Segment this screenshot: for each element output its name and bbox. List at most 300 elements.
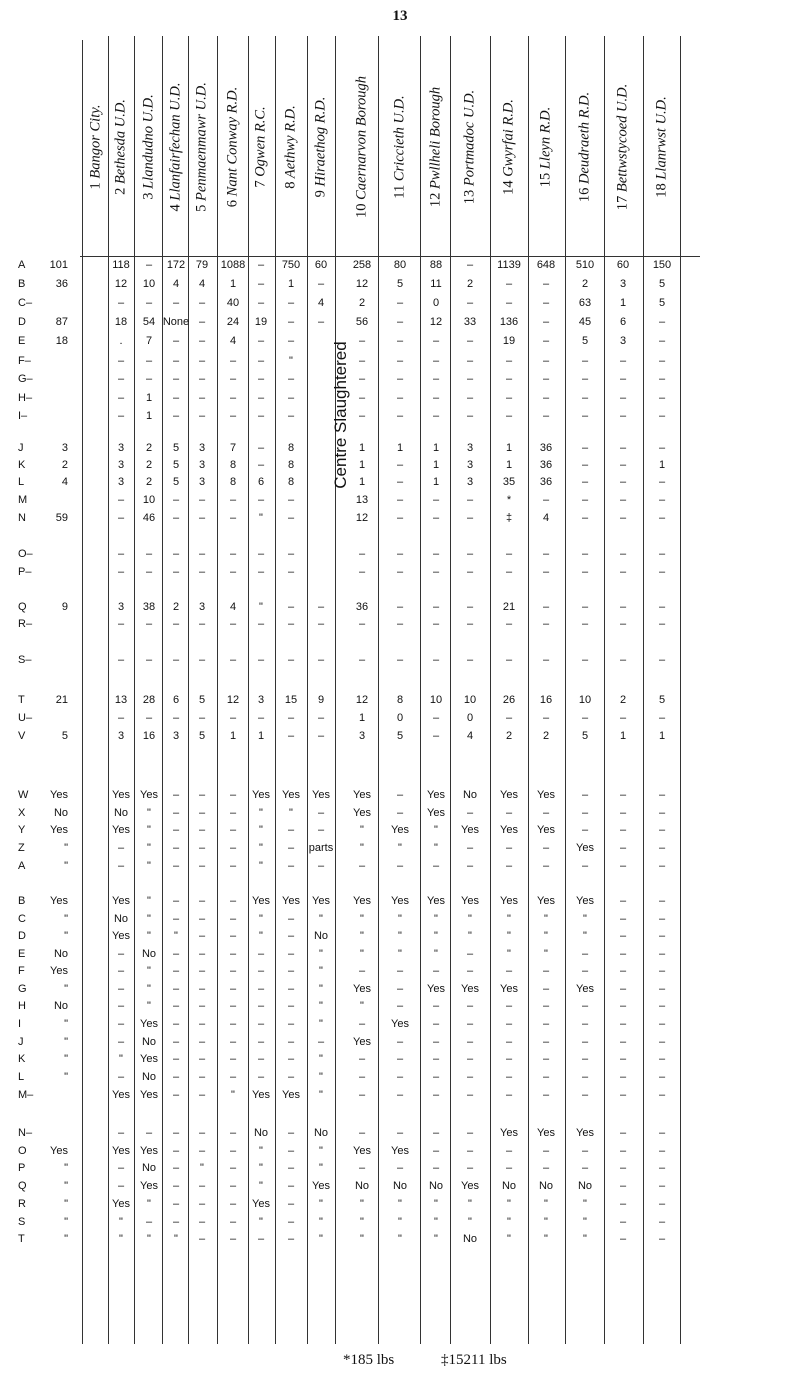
table-cell: – (658, 1018, 666, 1030)
table-cell: 1 (619, 297, 627, 309)
table-cell: " (434, 1233, 438, 1245)
table-cell: – (287, 566, 295, 578)
column-name: Hiraethog R.D. (312, 96, 329, 187)
table-cell: – (257, 983, 265, 995)
table-cell: – (287, 730, 295, 742)
table-cell: – (396, 459, 404, 471)
table-cell: – (505, 654, 513, 666)
table-cell: – (287, 512, 295, 524)
table-cell: 1 (505, 459, 513, 471)
table-cell: 3 (198, 459, 206, 471)
table-cell: – (619, 789, 627, 801)
row-bangor-value: " (64, 930, 68, 942)
table-cell: – (257, 548, 265, 560)
table-cell: – (172, 1127, 180, 1139)
table-cell: – (117, 618, 125, 630)
table-cell: 1 (358, 476, 366, 488)
table-cell: – (117, 1000, 125, 1012)
column-number: 4 (167, 204, 184, 212)
table-cell: Yes (391, 895, 409, 907)
table-cell: – (658, 824, 666, 836)
table-cell: – (117, 548, 125, 560)
table-cell: – (172, 1036, 180, 1048)
table-cell: " (434, 948, 438, 960)
table-cell: " (319, 1071, 323, 1083)
table-cell: 12 (114, 278, 128, 290)
table-cell: " (468, 1198, 472, 1210)
table-cell: 5 (172, 459, 180, 471)
column-name: Criccieth U.D. (391, 95, 408, 182)
table-cell: – (257, 948, 265, 960)
table-cell: – (198, 1089, 206, 1101)
table-cell: 16 (142, 730, 156, 742)
table-cell: – (466, 297, 474, 309)
table-cell: – (542, 1089, 550, 1101)
table-cell: – (542, 618, 550, 630)
table-cell: – (505, 807, 513, 819)
table-cell: – (466, 1145, 474, 1157)
table-cell: – (257, 373, 265, 385)
row-letter: X (18, 807, 26, 819)
table-cell: " (544, 1198, 548, 1210)
table-cell: – (229, 392, 237, 404)
table-cell: – (172, 566, 180, 578)
table-cell: – (358, 1071, 366, 1083)
table-cell: 12 (355, 694, 369, 706)
table-cell: – (619, 654, 627, 666)
column-number: 9 (312, 190, 329, 198)
table-cell: " (259, 930, 263, 942)
table-cell: – (172, 913, 180, 925)
table-cell: 2 (172, 601, 180, 613)
table-cell: " (147, 824, 151, 836)
table-cell: 54 (142, 316, 156, 328)
table-cell: – (317, 601, 325, 613)
table-cell: – (287, 392, 295, 404)
row-letter: D (18, 316, 26, 328)
table-cell: – (358, 355, 366, 367)
table-cell: – (658, 1071, 666, 1083)
column-header (613, 40, 633, 254)
table-cell: – (466, 392, 474, 404)
table-cell: – (172, 1000, 180, 1012)
column-header (390, 40, 410, 254)
table-cell: Yes (427, 895, 445, 907)
row-bangor-value: " (64, 1053, 68, 1065)
table-cell: 3 (466, 442, 474, 454)
table-cell: " (200, 1162, 204, 1174)
table-cell: 750 (281, 259, 301, 271)
table-cell: – (257, 1071, 265, 1083)
table-cell: Yes (112, 1198, 130, 1210)
table-cell: – (432, 965, 440, 977)
table-cell: No (113, 807, 129, 819)
table-cell: – (117, 654, 125, 666)
table-cell: – (145, 1127, 153, 1139)
column-number: 18 (653, 183, 670, 198)
table-cell: – (287, 824, 295, 836)
table-cell: Yes (112, 895, 130, 907)
table-cell: – (619, 1000, 627, 1012)
column-number: 12 (427, 192, 444, 208)
table-cell: – (658, 842, 666, 854)
table-cell: 5 (658, 297, 666, 309)
column-number: 11 (391, 184, 408, 199)
table-cell: 3 (358, 730, 366, 742)
table-cell: – (198, 842, 206, 854)
table-cell: No (253, 1127, 269, 1139)
table-cell: Yes (252, 789, 270, 801)
table-cell: Yes (140, 1145, 158, 1157)
table-cell: No (428, 1180, 444, 1192)
table-cell: – (619, 548, 627, 560)
column-name: Llandudno U.D. (140, 94, 157, 189)
table-cell: " (319, 1089, 323, 1101)
table-cell: 4 (198, 278, 206, 290)
row-letter: R– (18, 618, 33, 630)
table-cell: 10 (429, 694, 443, 706)
table-cell: " (468, 930, 472, 942)
table-cell: – (358, 1127, 366, 1139)
table-cell: " (259, 601, 263, 613)
table-cell: – (229, 654, 237, 666)
table-cell: – (542, 601, 550, 613)
row-bangor-value: No (53, 948, 68, 960)
row-letter: I (18, 1018, 22, 1030)
row-letter: D (18, 930, 26, 942)
row-letter: Z (18, 842, 25, 854)
table-cell: – (658, 355, 666, 367)
column-number: 7 (252, 180, 269, 188)
table-cell: " (544, 913, 548, 925)
table-cell: – (658, 1180, 666, 1192)
column-number: 6 (224, 199, 241, 208)
row-bangor-value: No (53, 1000, 68, 1012)
table-cell: – (229, 824, 237, 836)
table-cell: – (505, 618, 513, 630)
column-name: Pwllheli Borough (427, 86, 444, 190)
table-cell: – (542, 410, 550, 422)
table-cell: Yes (112, 789, 130, 801)
table-cell: – (172, 548, 180, 560)
table-cell: – (198, 566, 206, 578)
table-cell: – (658, 789, 666, 801)
table-cell: – (619, 459, 627, 471)
row-bangor-value: " (64, 1180, 68, 1192)
table-cell: 33 (463, 316, 477, 328)
table-cell: – (117, 860, 125, 872)
column-header (139, 40, 159, 254)
table-cell: – (396, 965, 404, 977)
table-cell: " (360, 1000, 364, 1012)
table-cell: 1 (396, 442, 404, 454)
table-cell: – (466, 860, 474, 872)
table-cell: – (619, 1145, 627, 1157)
row-bangor-value: " (64, 913, 68, 925)
table-cell: – (619, 392, 627, 404)
row-bangor-value: Yes (50, 789, 68, 801)
table-cell: – (198, 355, 206, 367)
table-cell: – (658, 1198, 666, 1210)
table-cell: – (505, 278, 513, 290)
table-cell: – (658, 494, 666, 506)
table-cell: – (542, 494, 550, 506)
table-cell: – (172, 355, 180, 367)
table-cell: " (319, 1198, 323, 1210)
table-cell: " (360, 930, 364, 942)
table-cell: – (432, 548, 440, 560)
table-cell: – (358, 1089, 366, 1101)
table-cell: 1 (287, 278, 295, 290)
table-cell: " (147, 983, 151, 995)
table-cell: " (398, 1233, 402, 1245)
row-letter: A (18, 259, 26, 271)
table-cell: – (287, 494, 295, 506)
table-cell: – (198, 1053, 206, 1065)
table-cell: – (257, 965, 265, 977)
table-cell: – (542, 1018, 550, 1030)
table-cell: – (581, 1036, 589, 1048)
table-cell: 1 (229, 730, 237, 742)
table-cell: – (287, 1216, 295, 1228)
row-letter: S (18, 1216, 26, 1228)
table-cell: – (117, 948, 125, 960)
row-letter: T (18, 694, 25, 706)
table-cell: – (542, 566, 550, 578)
table-cell: – (287, 373, 295, 385)
table-cell: – (257, 297, 265, 309)
table-cell: Yes (576, 842, 594, 854)
table-cell: – (229, 1000, 237, 1012)
column-number: 10 (353, 203, 370, 219)
table-cell: No (501, 1180, 517, 1192)
table-cell: " (360, 913, 364, 925)
table-cell: – (229, 1180, 237, 1192)
table-cell: – (117, 410, 125, 422)
table-cell: – (619, 807, 627, 819)
table-cell: – (619, 1127, 627, 1139)
table-cell: – (432, 512, 440, 524)
table-cell: Yes (427, 789, 445, 801)
table-cell: – (198, 1233, 206, 1245)
table-cell: 5 (172, 476, 180, 488)
table-cell: – (466, 965, 474, 977)
table-cell: No (113, 913, 129, 925)
table-cell: – (198, 1180, 206, 1192)
table-cell: – (466, 1089, 474, 1101)
table-cell: – (432, 1089, 440, 1101)
table-cell: – (396, 1162, 404, 1174)
table-cell: – (229, 512, 237, 524)
table-cell: " (360, 948, 364, 960)
table-cell: 510 (575, 259, 595, 271)
table-cell: " (231, 1089, 235, 1101)
table-cell: Yes (353, 789, 371, 801)
footnote-double-dagger: ‡15211 lbs (441, 1352, 507, 1368)
table-cell: 10 (142, 494, 156, 506)
table-cell: " (319, 1053, 323, 1065)
table-cell: 136 (499, 316, 519, 328)
table-cell: " (398, 948, 402, 960)
table-cell: – (432, 601, 440, 613)
table-cell: 4 (542, 512, 550, 524)
table-cell: – (198, 1071, 206, 1083)
header-rule (80, 256, 700, 257)
table-cell: – (581, 965, 589, 977)
table-cell: – (466, 618, 474, 630)
table-cell: – (358, 654, 366, 666)
table-cell: – (432, 654, 440, 666)
table-cell: – (542, 335, 550, 347)
table-cell: " (434, 1198, 438, 1210)
table-cell: 60 (616, 259, 630, 271)
table-cell: . (119, 335, 123, 347)
row-letter: A (18, 860, 26, 872)
table-cell: – (229, 807, 237, 819)
table-cell: " (398, 913, 402, 925)
table-cell: 12 (355, 512, 369, 524)
table-cell: Yes (112, 824, 130, 836)
table-cell: " (259, 860, 263, 872)
table-cell: 5 (581, 730, 589, 742)
table-cell: – (198, 512, 206, 524)
table-cell: – (396, 789, 404, 801)
table-cell: – (658, 601, 666, 613)
table-cell: 5 (172, 442, 180, 454)
table-cell: – (396, 335, 404, 347)
table-cell: – (581, 807, 589, 819)
table-cell: 1 (432, 459, 440, 471)
table-cell: – (172, 1089, 180, 1101)
table-cell: – (466, 494, 474, 506)
table-cell: – (542, 278, 550, 290)
table-cell: – (172, 410, 180, 422)
table-cell: – (619, 566, 627, 578)
table-cell: " (319, 913, 323, 925)
table-cell: – (466, 335, 474, 347)
table-cell: 56 (355, 316, 369, 328)
table-cell: – (287, 1053, 295, 1065)
table-cell: Yes (112, 1089, 130, 1101)
table-cell: * (506, 494, 512, 506)
table-cell: Yes (353, 983, 371, 995)
table-cell: – (172, 1198, 180, 1210)
table-cell: – (287, 601, 295, 613)
column-number: 13 (461, 189, 478, 205)
table-cell: 3 (198, 476, 206, 488)
table-cell: – (145, 373, 153, 385)
table-cell: Yes (576, 983, 594, 995)
table-cell: 1 (432, 442, 440, 454)
table-cell: – (229, 373, 237, 385)
table-cell: No (577, 1180, 593, 1192)
row-letter: Y (18, 824, 26, 836)
table-cell: Yes (576, 1127, 594, 1139)
row-letter: F– (18, 355, 31, 367)
table-cell: 60 (314, 259, 328, 271)
table-cell: – (117, 842, 125, 854)
table-cell: – (358, 1053, 366, 1065)
table-cell: " (289, 355, 293, 367)
table-cell: 19 (502, 335, 516, 347)
table-cell: – (658, 654, 666, 666)
table-cell: No (313, 930, 329, 942)
table-cell: – (432, 1000, 440, 1012)
row-bangor-value: " (64, 1162, 68, 1174)
table-cell: – (287, 965, 295, 977)
table-cell: – (619, 355, 627, 367)
table-cell: – (117, 355, 125, 367)
column-number: 16 (576, 187, 593, 203)
table-cell: – (229, 983, 237, 995)
row-letter: C (18, 913, 26, 925)
table-cell: – (145, 712, 153, 724)
table-cell: – (466, 355, 474, 367)
table-cell: – (658, 1145, 666, 1157)
table-cell: No (392, 1180, 408, 1192)
table-cell: Yes (391, 824, 409, 836)
table-cell: – (396, 1036, 404, 1048)
table-cell: – (172, 1180, 180, 1192)
table-cell: " (544, 930, 548, 942)
table-cell: " (174, 1233, 178, 1245)
table-cell: " (468, 913, 472, 925)
table-cell: – (172, 860, 180, 872)
table-cell: – (658, 860, 666, 872)
table-cell: – (117, 1036, 125, 1048)
table-cell: – (358, 335, 366, 347)
table-cell: – (581, 1145, 589, 1157)
table-cell: Yes (500, 895, 518, 907)
column-name: Llanfairfechan U.D. (167, 82, 184, 201)
table-cell: – (287, 983, 295, 995)
table-cell: – (172, 1053, 180, 1065)
row-bangor-value: " (64, 842, 68, 854)
column-name: Ogwen R.C. (252, 106, 269, 177)
table-cell: – (542, 355, 550, 367)
table-cell: " (398, 1216, 402, 1228)
table-cell: " (544, 1233, 548, 1245)
table-cell: – (396, 1089, 404, 1101)
table-cell: " (507, 948, 511, 960)
table-cell: " (119, 1216, 123, 1228)
table-cell: 8 (229, 476, 237, 488)
table-cell: Yes (252, 1198, 270, 1210)
table-cell: " (507, 913, 511, 925)
table-cell: – (658, 807, 666, 819)
table-cell: Yes (282, 789, 300, 801)
column-name: Aethwy R.D. (282, 105, 299, 179)
table-cell: – (466, 1127, 474, 1139)
table-cell: " (147, 1000, 151, 1012)
table-cell: " (398, 842, 402, 854)
table-cell: – (287, 1018, 295, 1030)
table-cell: – (257, 1233, 265, 1245)
table-cell: – (229, 1127, 237, 1139)
table-cell: 79 (195, 259, 209, 271)
table-cell: – (257, 566, 265, 578)
table-cell: " (583, 1216, 587, 1228)
table-cell: – (581, 459, 589, 471)
table-cell: – (198, 1198, 206, 1210)
table-cell: " (319, 1018, 323, 1030)
table-cell: – (172, 297, 180, 309)
row-letter: L (18, 1071, 25, 1083)
table-cell: – (198, 1000, 206, 1012)
table-cell: – (287, 1162, 295, 1174)
table-cell: " (583, 930, 587, 942)
table-cell: No (141, 1071, 157, 1083)
